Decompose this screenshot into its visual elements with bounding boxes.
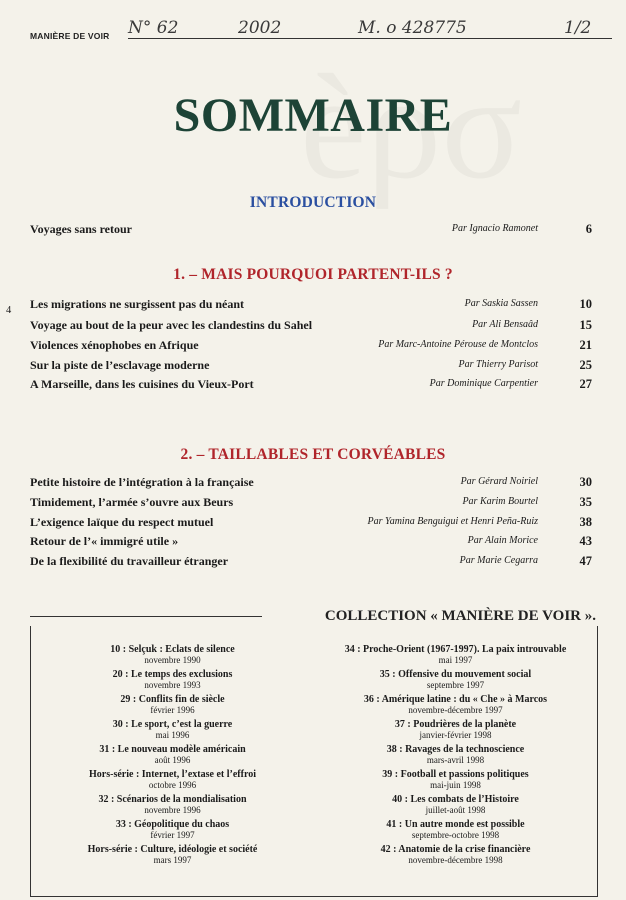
toc-entry: [30, 376, 596, 392]
entry-author: Par Alain Morice: [467, 535, 538, 546]
entry-author: Par Thierry Parisot: [458, 359, 538, 370]
collection-item: [31, 644, 314, 665]
section-heading-2: 2. – TAILLABLES ET CORVÉABLES: [180, 446, 446, 463]
collection-item: [31, 794, 314, 815]
collection-item-title: 36 : Amérique latine : du « Che » à Marcos: [363, 694, 548, 705]
entry-page: 15: [579, 318, 592, 332]
entry-title: Les migrations ne surgissent pas du néant: [30, 297, 245, 311]
collection-item-title: 37 : Poudrières de la planète: [394, 719, 517, 730]
toc-entry: [30, 317, 596, 333]
collection-item-date: janvier-février 1998: [419, 730, 492, 740]
entry-author: Par Marc-Antoine Pérouse de Montclos: [378, 339, 538, 350]
toc-entry: [30, 221, 596, 237]
entry-title: Violences xénophobes en Afrique: [30, 338, 199, 352]
collection-item-title: 33 : Géopolitique du chaos: [115, 819, 230, 830]
entry-title: Sur la piste de l’esclavage moderne: [30, 358, 210, 372]
collection-item-date: mai 1997: [438, 655, 473, 665]
collection-item: [314, 669, 597, 690]
collection-item-title: 29 : Conflits fin de siècle: [120, 694, 225, 705]
collection-item-title: 42 : Anatomie de la crise financière: [380, 844, 531, 855]
entry-author: Par Marie Cegarra: [459, 555, 538, 566]
collection-item-title: 31 : Le nouveau modèle américain: [99, 744, 246, 755]
collection-item-title: 39 : Football et passions politiques: [382, 769, 529, 780]
collection-title: COLLECTION « MANIÈRE DE VOIR ».: [324, 608, 596, 624]
entry-title: Petite histoire de l’intégration à la française: [30, 475, 254, 489]
collection-item-title: 41 : Un autre monde est possible: [386, 819, 525, 830]
entry-page: 47: [579, 554, 592, 568]
entry-page: 10: [579, 297, 592, 311]
entry-page: 30: [579, 475, 592, 489]
collection-item-date: septembre 1997: [426, 680, 485, 690]
collection-item-title: 40 : Les combats de l’Histoire: [392, 794, 519, 805]
entry-page: 21: [579, 338, 592, 352]
collection-item-title: Hors-série : Internet, l’extase et l’effroi: [89, 769, 256, 780]
toc-entry: [30, 474, 596, 490]
entry-author: Par Dominique Carpentier: [429, 378, 538, 389]
entry-title: De la flexibilité du travailleur étranger: [30, 554, 229, 568]
collection-item: [314, 819, 597, 840]
section-heading-1: 1. – MAIS POURQUOI PARTENT-ILS ?: [173, 266, 453, 283]
handwritten-reference: M. o 428775: [358, 18, 467, 38]
collection-item-title: 32 : Scénarios de la mondialisation: [98, 794, 247, 805]
collection-item: [31, 719, 314, 740]
collection-item-title: Hors-série : Culture, idéologie et société: [87, 844, 258, 855]
entry-author: Par Karim Bourtel: [462, 496, 538, 507]
collection-item: [31, 844, 314, 865]
handwritten-year: 2002: [238, 18, 282, 38]
entry-author: Par Ali Bensaâd: [472, 319, 538, 330]
entry-page: 35: [579, 495, 592, 509]
collection-item-date: mai 1996: [155, 730, 190, 740]
collection-item-date: juillet-août 1998: [425, 805, 486, 815]
collection-item-date: février 1997: [150, 830, 195, 840]
entry-title: A Marseille, dans les cuisines du Vieux-Port: [30, 377, 254, 391]
entry-title: Timidement, l’armée s’ouvre aux Beurs: [30, 495, 234, 509]
collection-item: [314, 719, 597, 740]
entry-page: 27: [579, 377, 592, 391]
collection-item-title: 30 : Le sport, c’est la guerre: [112, 719, 233, 730]
collection-item: [31, 744, 314, 765]
entry-author: Par Ignacio Ramonet: [451, 223, 538, 234]
collection-box: [30, 626, 598, 897]
collection-item-title: 20 : Le temps des exclusions: [112, 669, 233, 680]
toc-entry: [30, 494, 596, 510]
entry-title: L’exigence laïque du respect mutuel: [30, 515, 214, 529]
entry-page: 43: [579, 534, 592, 548]
entry-title: Voyages sans retour: [30, 222, 133, 236]
collection-item: [31, 819, 314, 840]
page-title: SOMMAIRE: [173, 89, 453, 142]
toc-entry: [30, 357, 596, 373]
collection-item: [314, 794, 597, 815]
header-rule: [128, 38, 612, 39]
collection-item: [31, 669, 314, 690]
collection-item-date: février 1996: [150, 705, 195, 715]
collection-item: [314, 694, 597, 715]
entry-page: 25: [579, 358, 592, 372]
entry-page: 38: [579, 515, 592, 529]
handwritten-issue: N° 62: [128, 18, 179, 38]
toc-entry: [30, 553, 596, 569]
toc-entry: [30, 296, 596, 312]
collection-item-title: 38 : Ravages de la technoscience: [386, 744, 525, 755]
margin-page-number: 4: [6, 305, 12, 316]
collection-item-date: novembre 1993: [144, 680, 201, 690]
collection-item-date: août 1996: [154, 755, 191, 765]
collection-item-date: novembre-décembre 1997: [408, 705, 503, 715]
entry-title: Voyage au bout de la peur avec les clandestins du Sahel: [30, 318, 313, 332]
collection-item: [314, 744, 597, 765]
collection-item-date: mars-avril 1998: [426, 755, 485, 765]
entry-title: Retour de l’« immigré utile »: [30, 534, 179, 548]
collection-item-title: 34 : Proche-Orient (1967-1997). La paix introuvable: [344, 644, 567, 655]
collection-item-date: novembre 1996: [144, 805, 201, 815]
collection-item-date: septembre-octobre 1998: [411, 830, 500, 840]
collection-item: [314, 644, 597, 665]
collection-item: [31, 694, 314, 715]
entry-author: Par Gérard Noiriel: [460, 476, 538, 487]
entry-page: 6: [585, 222, 592, 236]
collection-item-date: mai-juin 1998: [430, 780, 481, 790]
entry-author: Par Saskia Sassen: [464, 298, 538, 309]
toc-entry: [30, 533, 596, 549]
collection-item-date: octobre 1996: [148, 780, 197, 790]
header-brand: MANIÈRE DE VOIR: [30, 31, 110, 41]
collection-item: [314, 844, 597, 865]
collection-item: [31, 769, 314, 790]
toc-entry: [30, 514, 596, 530]
handwritten-fraction: 1/2: [564, 18, 592, 38]
collection-rule: [30, 616, 262, 617]
collection-item-title: 35 : Offensive du mouvement social: [379, 669, 532, 680]
collection-item: [314, 769, 597, 790]
toc-entry: [30, 337, 596, 353]
entry-author: Par Yamina Benguigui et Henri Peña-Ruiz: [367, 516, 538, 527]
collection-item-title: 10 : Selçuk : Eclats de silence: [110, 644, 235, 655]
section-heading-introduction: INTRODUCTION: [249, 194, 377, 211]
collection-item-date: novembre-décembre 1998: [408, 855, 503, 865]
collection-item-date: mars 1997: [153, 855, 192, 865]
collection-item-date: novembre 1990: [144, 655, 201, 665]
